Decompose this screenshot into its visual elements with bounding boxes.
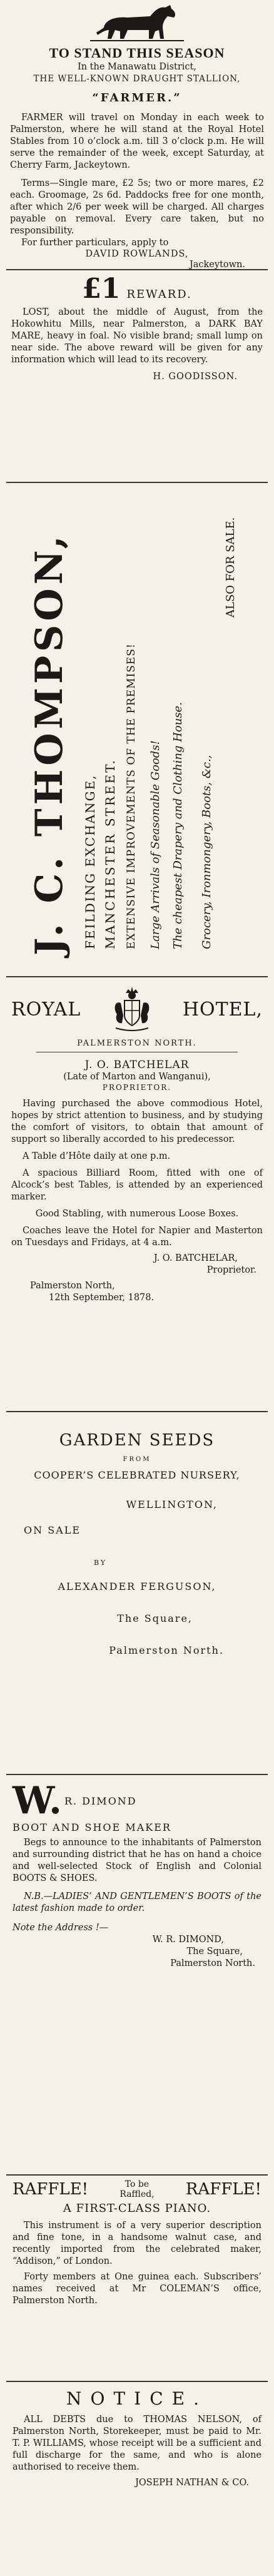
dimond-initial: W. (13, 1779, 62, 1823)
raffle-para-1: This instrument is of a very superior description and fine tone, in a handsome walnut case, and recently imported from the celebrated maker, “Addison,” of London. (13, 2221, 261, 2266)
raffle-middle-line-2: Raffled, (119, 2189, 155, 2199)
hotel-signature-title: Proprietor. (206, 1265, 256, 1275)
dimond-trade: BOOT AND SHOE MAKER (13, 1821, 171, 1833)
dimond-signature: W. R. DIMOND, (152, 1935, 224, 1945)
thompson-name: J. C. THOMPSON, (28, 532, 71, 955)
coat-of-arms-icon (107, 984, 157, 1034)
dimond-name: R. DIMOND (64, 1795, 137, 1807)
reward-advert (6, 270, 268, 483)
hotel-heading (11, 981, 263, 1037)
raffle-para-2: Forty members at One guinea each. Subscribers’ names received at Mr COLEMAN’S office, Palmerston North. (13, 2272, 261, 2306)
notice-body: ALL DEBTS due to THOMAS NELSON, of Palmerston North, Storekeeper, must be paid to Mr. T. P. WILLIAMS, whose receipt will be a sufficient and full discharge for the same, and who is alone authorised to receive them. (13, 2415, 261, 2472)
reward-signature: H. GOODISSON. (153, 372, 238, 382)
hotel-date: 12th September, 1878. (49, 1293, 155, 1303)
seeds-on-sale: ON SALE (24, 1524, 81, 1536)
thompson-arrivals: Large Arrivals of Seasonable Goods! (149, 740, 162, 949)
seeds-address-1: The Square, (117, 1612, 193, 1624)
thompson-grocery: Grocery, Ironmongery, Boots, &c., (200, 755, 213, 949)
notice-advert (6, 2382, 268, 2576)
dimond-para-2: N.B.—LADIES’ AND GENTLEMEN’S BOOTS of the latest fashion made to order. (13, 1891, 261, 1913)
dimond-advert (6, 1775, 268, 2176)
notice-title: NOTICE. (66, 2388, 208, 2409)
hotel-proprietor-label: PROPRIETOR. (102, 1083, 172, 1092)
hotel-proprietor-name: J. O. BATCHELAR (84, 1059, 190, 1071)
hotel-late-of: (Late of Marton and Wanganui), (63, 1072, 211, 1082)
horse-icon (90, 3, 184, 44)
reward-label: REWARD. (126, 288, 192, 301)
thompson-street: MANCHESTER STREET. (103, 758, 118, 949)
raffle-middle-line-1: To be (124, 2179, 150, 2189)
royal-hotel-advert (6, 977, 268, 1412)
stallion-signature: DAVID ROWLANDS, (85, 249, 189, 259)
seeds-by: BY (94, 1559, 108, 1567)
seeds-nursery: COOPER’S CELEBRATED NURSERY, (34, 1469, 240, 1481)
raffle-left: RAFFLE! (13, 2180, 89, 2199)
stallion-name: “FARMER.” (92, 91, 182, 104)
hotel-signature: J. O. BATCHELAR, (153, 1253, 238, 1263)
thompson-rotated-panel (15, 492, 259, 968)
notice-signature: JOSEPH NATHAN & CO. (135, 2478, 249, 2488)
garden-seeds-advert (6, 1412, 268, 1775)
thompson-exchange: FEILDING EXCHANGE, (83, 774, 98, 949)
dimond-address-2: Palmerston North. (170, 1958, 255, 1968)
stallion-para-1: FARMER will travel on Monday in each week to Palmerston, where he will stand at the Royal Hotel Stables from 10 o’clock a.m. till 3 o’clock p.m. He will serve the remainder of the week, except Saturday, at Cherry Farm, Jackeytown. (10, 113, 264, 170)
thompson-advert (6, 483, 268, 977)
hotel-para-4: Good Stabling, with numerous Loose Boxes. (35, 1209, 239, 1219)
stallion-subhead: THE WELL-KNOWN DRAUGHT STALLION, (33, 74, 241, 84)
dimond-address-1: The Square, (186, 1947, 243, 1957)
seeds-title: GARDEN SEEDS (59, 1431, 215, 1450)
dimond-para-1: Begs to announce to the inhabitants of Palmerston and surrounding district that he has on hand a choice and well-selected Stock of English and Colonial BOOTS & SHOES. (13, 1838, 261, 1883)
thompson-improvements: EXTENSIVE IMPROVEMENTS OF THE PREMISES! (125, 643, 138, 949)
stallion-para-3: For further particulars, apply to (21, 238, 169, 248)
newspaper-column (6, 0, 268, 2576)
dimond-note: Note the Address !— (13, 1923, 109, 1933)
dimond-heading (13, 1779, 261, 1823)
seeds-city: WELLINGTON, (126, 1499, 218, 1510)
hotel-para-1: Having purchased the above commodious Hotel, hopes by strict attention to business, and by studying the comfort of visitors, to obtain that amount of support so liberally accorded to his predecessor. (11, 1099, 263, 1144)
raffle-heading (13, 2179, 261, 2199)
seeds-from: FROM (123, 1456, 151, 1463)
reward-heading (11, 275, 263, 303)
reward-amount: £1 (82, 273, 121, 305)
stallion-para-2: Terms—Single mare, £2 5s; two or more mares, £2 each. Groomage, 2s 6d. Paddocks free for one month, after which 2/6 per week will be charged. All charges payable on removal. Every care taken, but no responsibility. (10, 178, 264, 236)
stallion-district: In the Manawatu District, (78, 62, 196, 72)
stallion-signature-place: Jackeytown. (189, 260, 245, 270)
raffle-middle (119, 2179, 154, 2199)
seeds-address-2: Palmerston North. (109, 1644, 224, 1656)
thompson-also-for-sale: ALSO FOR SALE. (224, 517, 237, 618)
hotel-para-2: A Table d’Hôte daily at one p.m. (23, 1151, 171, 1161)
hotel-date-place: Palmerston North, (30, 1281, 115, 1291)
raffle-title: A FIRST-CLASS PIANO. (63, 2202, 211, 2215)
stallion-advert (6, 0, 268, 270)
stallion-headline: TO STAND THIS SEASON (49, 45, 225, 61)
hotel-para-5: Coaches leave the Hotel for Napier and Masterton on Tuesdays and Fridays, at 4 a.m. (11, 1226, 263, 1248)
hotel-para-3: A spacious Billiard Room, fitted with one of Alcock’s best Tables, is attended by an experienced marker. (11, 1168, 263, 1202)
raffle-right: RAFFLE! (185, 2180, 261, 2199)
hotel-location: PALMERSTON NORTH. (77, 1039, 197, 1048)
thompson-drapery: The cheapest Drapery and Clothing House. (171, 702, 185, 949)
hotel-word-hotel: HOTEL, (182, 998, 263, 1021)
raffle-advert (6, 2176, 268, 2382)
hotel-word-royal: ROYAL (11, 998, 81, 1021)
reward-body: LOST, about the middle of August, from the Hokowhitu Mills, near Palmerston, a DARK BAY MARE, heavy in foal. No visible brand; small lump on near side. The above reward will be given for any information which will lead to its recovery. (11, 307, 263, 365)
seeds-seller: ALEXANDER FERGUSON, (58, 1581, 216, 1592)
